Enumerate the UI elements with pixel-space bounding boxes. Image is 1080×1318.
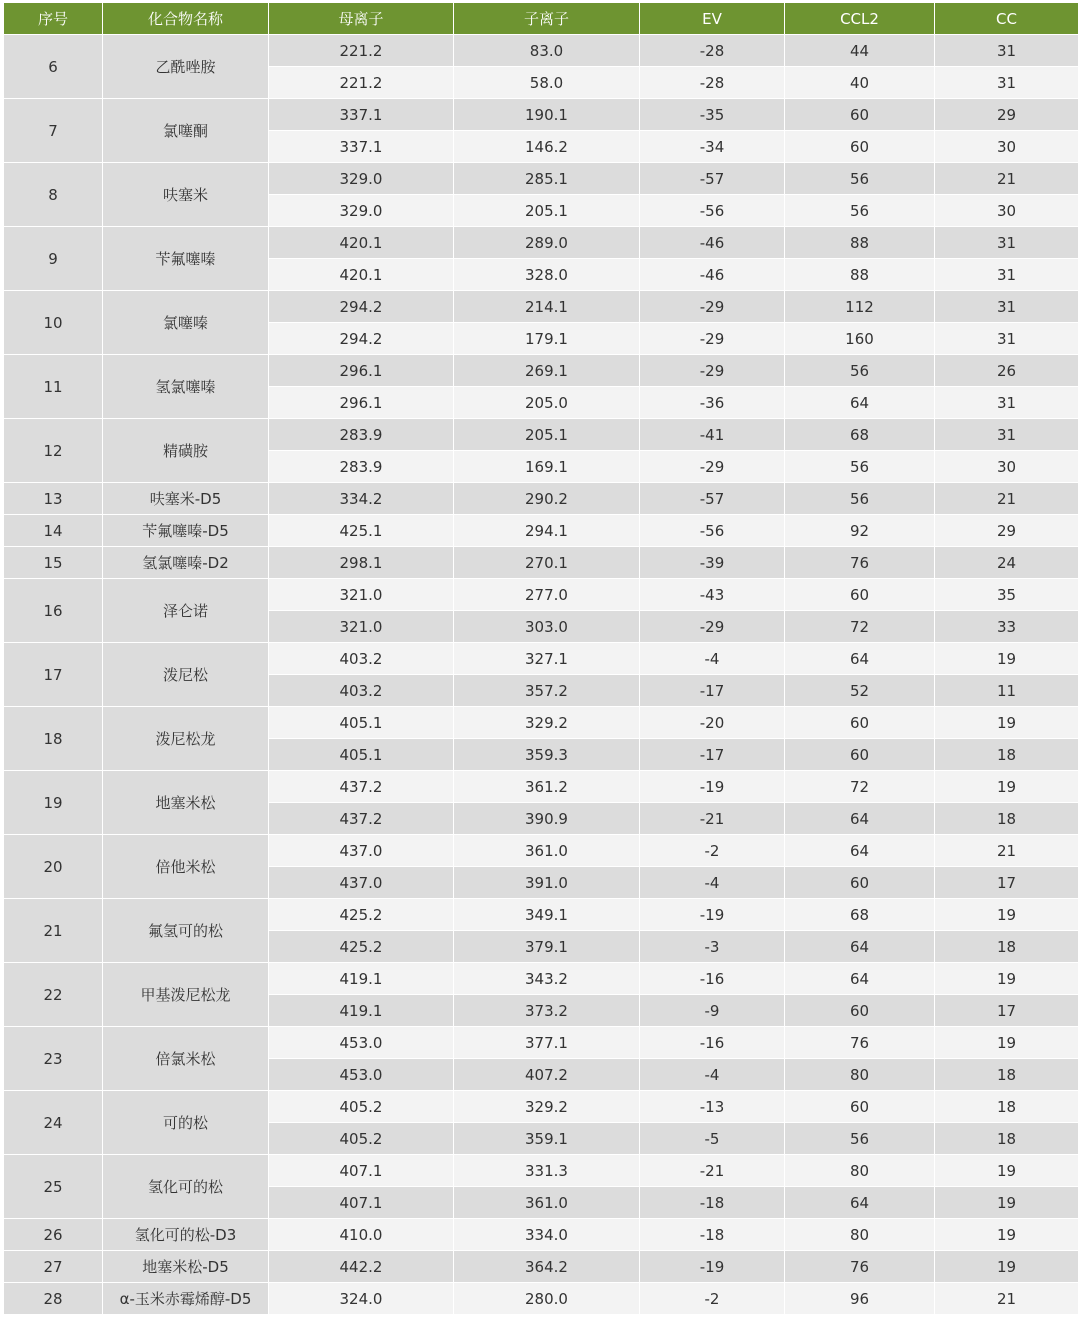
ccl2-cell: 72 (785, 771, 935, 803)
product-ion-cell: 377.1 (454, 1027, 640, 1059)
compound-name-cell: 乙酰唑胺 (103, 35, 269, 99)
table-row (4, 1251, 1079, 1283)
product-ion-cell: 328.0 (454, 259, 640, 291)
ev-cell: -19 (640, 899, 785, 931)
table-row (4, 771, 1079, 803)
compound-name-cell: 氟氢可的松 (103, 899, 269, 963)
precursor-ion-cell: 407.1 (269, 1187, 454, 1219)
product-ion-cell: 269.1 (454, 355, 640, 387)
header-ccl2: CCL2 (785, 3, 935, 35)
precursor-ion-cell: 337.1 (269, 99, 454, 131)
cc-cell: 19 (935, 643, 1079, 675)
precursor-ion-cell: 329.0 (269, 163, 454, 195)
index-cell: 10 (4, 291, 103, 355)
ccl2-cell: 88 (785, 227, 935, 259)
ev-cell: -39 (640, 547, 785, 579)
ccl2-cell: 76 (785, 547, 935, 579)
header-index: 序号 (4, 3, 103, 35)
ev-cell: -4 (640, 867, 785, 899)
table-row (4, 291, 1079, 323)
index-cell: 22 (4, 963, 103, 1027)
cc-cell: 19 (935, 707, 1079, 739)
compound-name-cell: 泽仑诺 (103, 579, 269, 643)
ccl2-cell: 60 (785, 995, 935, 1027)
cc-cell: 18 (935, 739, 1079, 771)
ccl2-cell: 88 (785, 259, 935, 291)
cc-cell: 31 (935, 419, 1079, 451)
ev-cell: -4 (640, 643, 785, 675)
precursor-ion-cell: 294.2 (269, 323, 454, 355)
precursor-ion-cell: 321.0 (269, 611, 454, 643)
precursor-ion-cell: 403.2 (269, 643, 454, 675)
index-cell: 13 (4, 483, 103, 515)
precursor-ion-cell: 283.9 (269, 419, 454, 451)
table-row (4, 643, 1079, 675)
ev-cell: -17 (640, 675, 785, 707)
product-ion-cell: 214.1 (454, 291, 640, 323)
compound-name-cell: 倍他米松 (103, 835, 269, 899)
compound-name-cell: 倍氯米松 (103, 1027, 269, 1091)
ccl2-cell: 64 (785, 643, 935, 675)
table-row (4, 515, 1079, 547)
index-cell: 8 (4, 163, 103, 227)
ev-cell: -17 (640, 739, 785, 771)
table-row (4, 1219, 1079, 1251)
ev-cell: -5 (640, 1123, 785, 1155)
table-row (4, 355, 1079, 387)
compound-name-cell: 泼尼松龙 (103, 707, 269, 771)
ev-cell: -13 (640, 1091, 785, 1123)
compound-name-cell: 氯噻酮 (103, 99, 269, 163)
ccl2-cell: 40 (785, 67, 935, 99)
cc-cell: 18 (935, 1059, 1079, 1091)
compound-name-cell: 氢化可的松 (103, 1155, 269, 1219)
header-precursor-ion: 母离子 (269, 3, 454, 35)
precursor-ion-cell: 294.2 (269, 291, 454, 323)
precursor-ion-cell: 420.1 (269, 227, 454, 259)
ccl2-cell: 64 (785, 835, 935, 867)
precursor-ion-cell: 410.0 (269, 1219, 454, 1251)
cc-cell: 19 (935, 1155, 1079, 1187)
ccl2-cell: 80 (785, 1219, 935, 1251)
table-row (4, 579, 1079, 611)
data-table-container (3, 2, 1078, 1315)
cc-cell: 30 (935, 451, 1079, 483)
product-ion-cell: 205.1 (454, 195, 640, 227)
ccl2-cell: 80 (785, 1059, 935, 1091)
ccl2-cell: 60 (785, 739, 935, 771)
cc-cell: 24 (935, 547, 1079, 579)
precursor-ion-cell: 453.0 (269, 1059, 454, 1091)
product-ion-cell: 205.0 (454, 387, 640, 419)
ccl2-cell: 44 (785, 35, 935, 67)
product-ion-cell: 190.1 (454, 99, 640, 131)
index-cell: 12 (4, 419, 103, 483)
ev-cell: -46 (640, 227, 785, 259)
ev-cell: -3 (640, 931, 785, 963)
cc-cell: 17 (935, 867, 1079, 899)
precursor-ion-cell: 221.2 (269, 35, 454, 67)
cc-cell: 19 (935, 1219, 1079, 1251)
cc-cell: 19 (935, 899, 1079, 931)
cc-cell: 29 (935, 515, 1079, 547)
compound-name-cell: 苄氟噻嗪 (103, 227, 269, 291)
header-compound-name: 化合物名称 (103, 3, 269, 35)
cc-cell: 33 (935, 611, 1079, 643)
ev-cell: -56 (640, 195, 785, 227)
index-cell: 11 (4, 355, 103, 419)
index-cell: 15 (4, 547, 103, 579)
ev-cell: -46 (640, 259, 785, 291)
index-cell: 16 (4, 579, 103, 643)
compound-name-cell: α-玉米赤霉烯醇-D5 (103, 1283, 269, 1315)
compound-name-cell: 可的松 (103, 1091, 269, 1155)
cc-cell: 17 (935, 995, 1079, 1027)
table-row (4, 35, 1079, 67)
ev-cell: -9 (640, 995, 785, 1027)
compound-name-cell: 氢氯噻嗪 (103, 355, 269, 419)
compound-name-cell: 地塞米松-D5 (103, 1251, 269, 1283)
ccl2-cell: 64 (785, 387, 935, 419)
ccl2-cell: 60 (785, 99, 935, 131)
index-cell: 6 (4, 35, 103, 99)
precursor-ion-cell: 420.1 (269, 259, 454, 291)
ccl2-cell: 60 (785, 867, 935, 899)
product-ion-cell: 357.2 (454, 675, 640, 707)
ev-cell: -36 (640, 387, 785, 419)
product-ion-cell: 373.2 (454, 995, 640, 1027)
index-cell: 26 (4, 1219, 103, 1251)
ccl2-cell: 72 (785, 611, 935, 643)
table-row (4, 963, 1079, 995)
cc-cell: 19 (935, 1251, 1079, 1283)
product-ion-cell: 58.0 (454, 67, 640, 99)
cc-cell: 19 (935, 1027, 1079, 1059)
precursor-ion-cell: 419.1 (269, 995, 454, 1027)
product-ion-cell: 361.2 (454, 771, 640, 803)
precursor-ion-cell: 329.0 (269, 195, 454, 227)
cc-cell: 31 (935, 387, 1079, 419)
index-cell: 23 (4, 1027, 103, 1091)
precursor-ion-cell: 442.2 (269, 1251, 454, 1283)
cc-cell: 21 (935, 835, 1079, 867)
table-row (4, 835, 1079, 867)
compound-name-cell: 呋塞米-D5 (103, 483, 269, 515)
table-row (4, 99, 1079, 131)
ccl2-cell: 56 (785, 483, 935, 515)
ev-cell: -2 (640, 1283, 785, 1315)
cc-cell: 29 (935, 99, 1079, 131)
table-row (4, 1091, 1079, 1123)
ccl2-cell: 60 (785, 579, 935, 611)
table-body (4, 35, 1079, 1315)
precursor-ion-cell: 437.0 (269, 835, 454, 867)
cc-cell: 31 (935, 259, 1079, 291)
product-ion-cell: 205.1 (454, 419, 640, 451)
product-ion-cell: 270.1 (454, 547, 640, 579)
ev-cell: -34 (640, 131, 785, 163)
ccl2-cell: 80 (785, 1155, 935, 1187)
precursor-ion-cell: 425.1 (269, 515, 454, 547)
ccl2-cell: 76 (785, 1251, 935, 1283)
cc-cell: 21 (935, 163, 1079, 195)
table-row (4, 547, 1079, 579)
product-ion-cell: 361.0 (454, 1187, 640, 1219)
precursor-ion-cell: 296.1 (269, 355, 454, 387)
cc-cell: 30 (935, 195, 1079, 227)
cc-cell: 31 (935, 291, 1079, 323)
product-ion-cell: 329.2 (454, 707, 640, 739)
precursor-ion-cell: 298.1 (269, 547, 454, 579)
table-row (4, 419, 1079, 451)
cc-cell: 26 (935, 355, 1079, 387)
index-cell: 24 (4, 1091, 103, 1155)
product-ion-cell: 343.2 (454, 963, 640, 995)
ccl2-cell: 56 (785, 195, 935, 227)
index-cell: 27 (4, 1251, 103, 1283)
product-ion-cell: 349.1 (454, 899, 640, 931)
product-ion-cell: 407.2 (454, 1059, 640, 1091)
ev-cell: -29 (640, 611, 785, 643)
cc-cell: 19 (935, 963, 1079, 995)
table-row (4, 227, 1079, 259)
cc-cell: 31 (935, 227, 1079, 259)
ev-cell: -43 (640, 579, 785, 611)
product-ion-cell: 329.2 (454, 1091, 640, 1123)
ccl2-cell: 52 (785, 675, 935, 707)
product-ion-cell: 277.0 (454, 579, 640, 611)
ev-cell: -19 (640, 771, 785, 803)
precursor-ion-cell: 437.2 (269, 771, 454, 803)
table-row (4, 1155, 1079, 1187)
index-cell: 18 (4, 707, 103, 771)
ev-cell: -21 (640, 803, 785, 835)
cc-cell: 18 (935, 931, 1079, 963)
ccl2-cell: 60 (785, 1091, 935, 1123)
ccl2-cell: 60 (785, 131, 935, 163)
compound-name-cell: 地塞米松 (103, 771, 269, 835)
compound-name-cell: 苄氟噻嗪-D5 (103, 515, 269, 547)
precursor-ion-cell: 324.0 (269, 1283, 454, 1315)
index-cell: 21 (4, 899, 103, 963)
precursor-ion-cell: 403.2 (269, 675, 454, 707)
header-product-ion: 子离子 (454, 3, 640, 35)
precursor-ion-cell: 405.1 (269, 739, 454, 771)
ev-cell: -41 (640, 419, 785, 451)
product-ion-cell: 390.9 (454, 803, 640, 835)
ccl2-cell: 56 (785, 163, 935, 195)
ccl2-cell: 68 (785, 419, 935, 451)
ev-cell: -18 (640, 1187, 785, 1219)
compound-name-cell: 精磺胺 (103, 419, 269, 483)
ev-cell: -29 (640, 355, 785, 387)
precursor-ion-cell: 405.2 (269, 1091, 454, 1123)
precursor-ion-cell: 334.2 (269, 483, 454, 515)
compound-name-cell: 氢化可的松-D3 (103, 1219, 269, 1251)
product-ion-cell: 83.0 (454, 35, 640, 67)
ccl2-cell: 56 (785, 1123, 935, 1155)
ccl2-cell: 160 (785, 323, 935, 355)
precursor-ion-cell: 453.0 (269, 1027, 454, 1059)
cc-cell: 19 (935, 1187, 1079, 1219)
precursor-ion-cell: 425.2 (269, 899, 454, 931)
index-cell: 19 (4, 771, 103, 835)
product-ion-cell: 364.2 (454, 1251, 640, 1283)
cc-cell: 18 (935, 1123, 1079, 1155)
product-ion-cell: 289.0 (454, 227, 640, 259)
product-ion-cell: 331.3 (454, 1155, 640, 1187)
precursor-ion-cell: 419.1 (269, 963, 454, 995)
cc-cell: 21 (935, 483, 1079, 515)
index-cell: 25 (4, 1155, 103, 1219)
compound-name-cell: 氯噻嗪 (103, 291, 269, 355)
index-cell: 17 (4, 643, 103, 707)
table-row (4, 707, 1079, 739)
ev-cell: -29 (640, 323, 785, 355)
precursor-ion-cell: 405.1 (269, 707, 454, 739)
ccl2-cell: 96 (785, 1283, 935, 1315)
product-ion-cell: 391.0 (454, 867, 640, 899)
compound-table (3, 2, 1079, 1315)
product-ion-cell: 359.1 (454, 1123, 640, 1155)
ccl2-cell: 92 (785, 515, 935, 547)
index-cell: 7 (4, 99, 103, 163)
product-ion-cell: 280.0 (454, 1283, 640, 1315)
table-row (4, 899, 1079, 931)
index-cell: 9 (4, 227, 103, 291)
ev-cell: -4 (640, 1059, 785, 1091)
cc-cell: 18 (935, 1091, 1079, 1123)
ccl2-cell: 64 (785, 963, 935, 995)
ev-cell: -2 (640, 835, 785, 867)
ccl2-cell: 64 (785, 803, 935, 835)
precursor-ion-cell: 407.1 (269, 1155, 454, 1187)
precursor-ion-cell: 321.0 (269, 579, 454, 611)
precursor-ion-cell: 437.2 (269, 803, 454, 835)
product-ion-cell: 290.2 (454, 483, 640, 515)
ccl2-cell: 76 (785, 1027, 935, 1059)
cc-cell: 18 (935, 803, 1079, 835)
table-row (4, 483, 1079, 515)
ev-cell: -29 (640, 291, 785, 323)
precursor-ion-cell: 337.1 (269, 131, 454, 163)
ev-cell: -18 (640, 1219, 785, 1251)
product-ion-cell: 169.1 (454, 451, 640, 483)
index-cell: 20 (4, 835, 103, 899)
table-row (4, 1283, 1079, 1315)
cc-cell: 31 (935, 67, 1079, 99)
compound-name-cell: 呋塞米 (103, 163, 269, 227)
product-ion-cell: 361.0 (454, 835, 640, 867)
ccl2-cell: 112 (785, 291, 935, 323)
cc-cell: 30 (935, 131, 1079, 163)
product-ion-cell: 327.1 (454, 643, 640, 675)
product-ion-cell: 294.1 (454, 515, 640, 547)
precursor-ion-cell: 296.1 (269, 387, 454, 419)
precursor-ion-cell: 221.2 (269, 67, 454, 99)
cc-cell: 19 (935, 771, 1079, 803)
header-cc: CC (935, 3, 1079, 35)
ev-cell: -57 (640, 483, 785, 515)
compound-name-cell: 泼尼松 (103, 643, 269, 707)
ccl2-cell: 56 (785, 451, 935, 483)
ccl2-cell: 68 (785, 899, 935, 931)
product-ion-cell: 334.0 (454, 1219, 640, 1251)
ev-cell: -28 (640, 67, 785, 99)
ccl2-cell: 56 (785, 355, 935, 387)
table-row (4, 163, 1079, 195)
ccl2-cell: 64 (785, 1187, 935, 1219)
ev-cell: -28 (640, 35, 785, 67)
cc-cell: 31 (935, 35, 1079, 67)
product-ion-cell: 359.3 (454, 739, 640, 771)
product-ion-cell: 179.1 (454, 323, 640, 355)
ev-cell: -19 (640, 1251, 785, 1283)
ccl2-cell: 60 (785, 707, 935, 739)
ccl2-cell: 64 (785, 931, 935, 963)
product-ion-cell: 379.1 (454, 931, 640, 963)
precursor-ion-cell: 405.2 (269, 1123, 454, 1155)
ev-cell: -20 (640, 707, 785, 739)
precursor-ion-cell: 437.0 (269, 867, 454, 899)
precursor-ion-cell: 283.9 (269, 451, 454, 483)
ev-cell: -57 (640, 163, 785, 195)
precursor-ion-cell: 425.2 (269, 931, 454, 963)
compound-name-cell: 甲基泼尼松龙 (103, 963, 269, 1027)
cc-cell: 31 (935, 323, 1079, 355)
cc-cell: 35 (935, 579, 1079, 611)
header-row (4, 3, 1079, 35)
index-cell: 28 (4, 1283, 103, 1315)
table-row (4, 1027, 1079, 1059)
compound-name-cell: 氢氯噻嗪-D2 (103, 547, 269, 579)
product-ion-cell: 146.2 (454, 131, 640, 163)
cc-cell: 11 (935, 675, 1079, 707)
product-ion-cell: 303.0 (454, 611, 640, 643)
cc-cell: 21 (935, 1283, 1079, 1315)
ev-cell: -16 (640, 963, 785, 995)
header-ev: EV (640, 3, 785, 35)
ev-cell: -56 (640, 515, 785, 547)
ev-cell: -35 (640, 99, 785, 131)
ev-cell: -29 (640, 451, 785, 483)
ev-cell: -16 (640, 1027, 785, 1059)
index-cell: 14 (4, 515, 103, 547)
product-ion-cell: 285.1 (454, 163, 640, 195)
ev-cell: -21 (640, 1155, 785, 1187)
